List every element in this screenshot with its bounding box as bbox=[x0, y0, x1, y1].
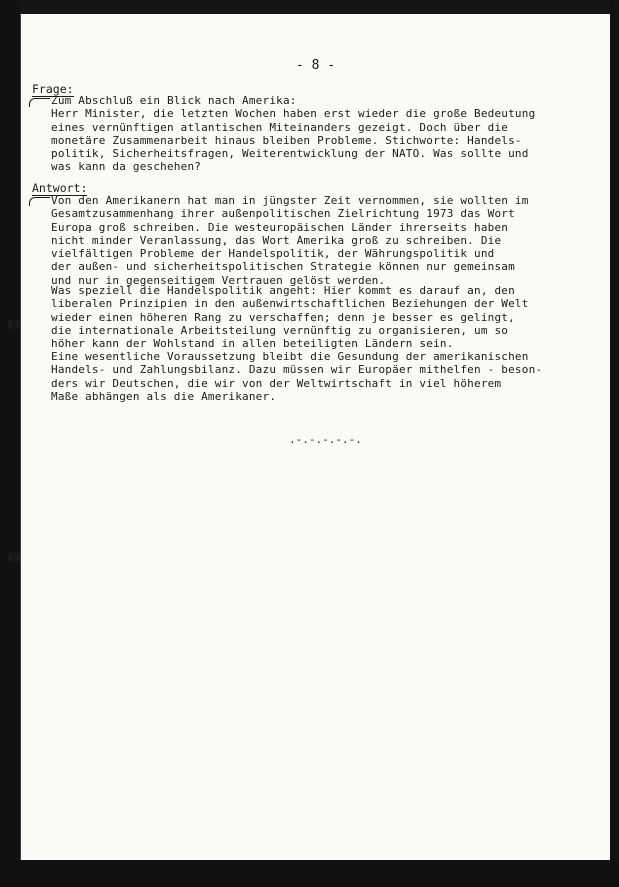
closing-separator: .-.-.-.-.-. bbox=[289, 433, 362, 446]
scan-bottom-border bbox=[0, 860, 619, 887]
binder-hole-mark-upper: ◖◗ bbox=[7, 317, 21, 332]
document-page bbox=[7, 14, 610, 860]
binder-hole-mark-lower: ◖◗ bbox=[7, 550, 21, 565]
answer-paragraph-3: Eine wesentliche Voraussetzung bleibt die Gesundung der amerikanischen Handels- und Zahlungsbilanz. Dazu müssen wir Europäer mithelfen - beson- ders wir Deutschen, die wir von der Weltwirtschaft in viel höherem Maße abhängen als die Amerikaner. bbox=[51, 350, 543, 403]
page-number: - 8 - bbox=[295, 58, 336, 73]
scan-top-border bbox=[0, 0, 619, 14]
question-label: Frage: bbox=[32, 82, 74, 96]
answer-bracket-mark bbox=[29, 197, 50, 206]
answer-paragraph-2: Was speziell die Handelspolitik angeht: Hier kommt es darauf an, den liberalen Prinzipien in den außenwirtschaftlichen Beziehungen der Welt wieder einen höheren Rang zu verschaffen; denn je besser es gelingt, die internationale Arbeitsteilung vernünftig zu organisieren, um so höher kann der Wohlstand in allen beteiligten Ländern sein. bbox=[51, 284, 529, 351]
scan-left-border bbox=[0, 0, 20, 887]
answer-paragraph-1: Von den Amerikanern hat man in jüngster Zeit vernommen, sie wollten im Gesamtzusammenhang ihrer außenpolitischen Zielrichtung 1973 das Wort Europa groß schreiben. Die westeuropäischen Länder ihrerseits haben nicht minder Veranlassung, das Wort Amerika groß zu schreiben. Die vielfältigen Probleme der Handelspolitik, der Währungspolitik und der außen- und sicherheitspolitischen Strategie können nur gemeinsam und nur in gegenseitigem Vertrauen gelöst werden. bbox=[51, 194, 529, 287]
question-text: Zum Abschluß ein Blick nach Amerika: Herr Minister, die letzten Wochen haben erst wieder die große Bedeutung eines vernünftigen atlantischen Miteinanders gezeigt. Doch über die monetäre Zusammenarbeit hinaus bleiben Probleme. Stichworte: Handels- politik, Sicherheitsfragen, Weiterentwicklung der NATO. Was sollte und was kann da geschehen? bbox=[51, 94, 536, 174]
scan-right-border bbox=[609, 0, 619, 887]
question-bracket-mark bbox=[29, 98, 50, 107]
answer-label: Antwort: bbox=[32, 181, 88, 195]
